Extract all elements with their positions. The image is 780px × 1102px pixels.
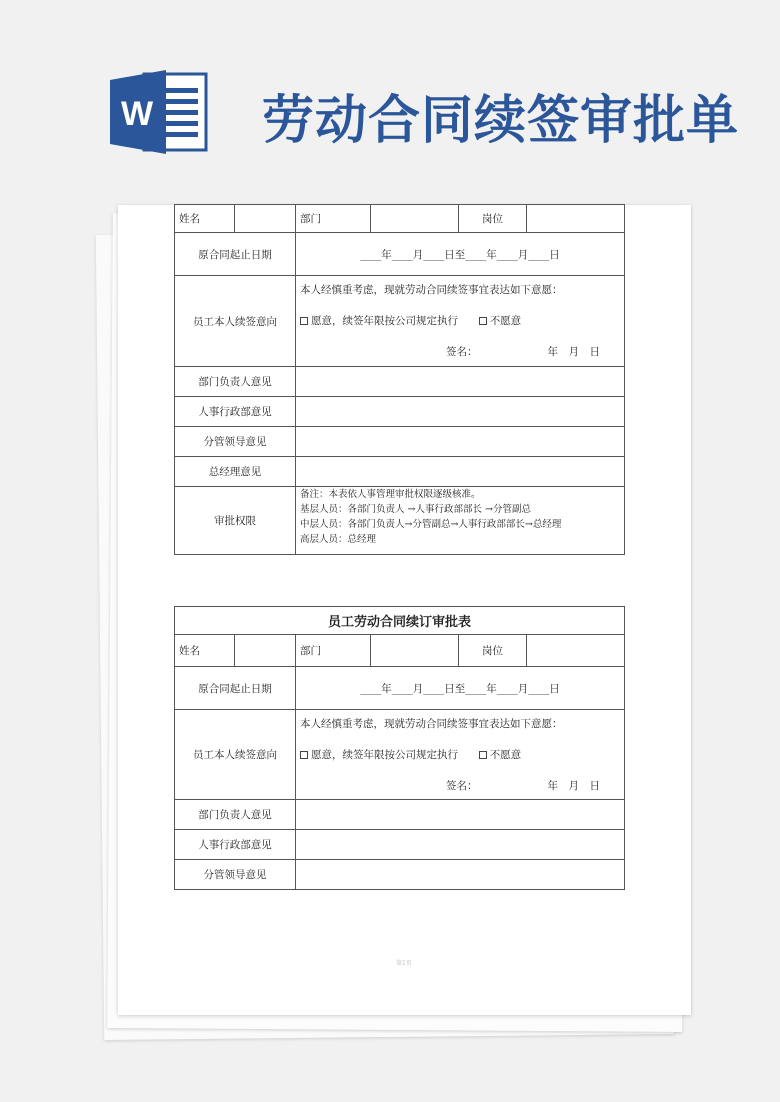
name-value[interactable] — [235, 205, 296, 233]
name-label: 姓名 — [175, 205, 235, 233]
contract-dates-value[interactable]: ____年____月____日至____年____月____日 — [296, 233, 625, 276]
sign-row — [300, 344, 620, 359]
header — [0, 0, 780, 190]
approval-note-3: 高层人员：总经理 — [300, 534, 377, 545]
sign-date: 年 月 日 — [547, 780, 601, 792]
name-label: 姓名 — [175, 635, 235, 667]
approval-form-2 — [174, 606, 625, 890]
position-label: 岗位 — [459, 635, 527, 667]
contract-dates-label: 原合同起止日期 — [175, 233, 296, 276]
dept-label: 部门 — [296, 635, 371, 667]
approval-form-1 — [174, 204, 625, 555]
intent-options — [300, 747, 620, 762]
unwilling-checkbox[interactable] — [479, 751, 487, 759]
name-value[interactable] — [235, 635, 296, 667]
dept-value[interactable] — [371, 635, 459, 667]
intent-options — [300, 313, 620, 328]
word-logo-icon — [110, 70, 208, 154]
position-value[interactable] — [527, 635, 625, 667]
supervisor-value[interactable] — [296, 427, 625, 457]
approval-note-2: 中层人员：各部门负责人→分管副总→人事行政部部长→总经理 — [300, 519, 562, 530]
unwilling-checkbox[interactable] — [479, 317, 487, 325]
gm-label: 总经理意见 — [175, 457, 296, 487]
intent-statement: 本人经慎重考虑，现就劳动合同续签事宜表达如下意愿： — [300, 284, 563, 296]
hr-dept-label: 人事行政部意见 — [175, 830, 296, 860]
contract-dates-value[interactable]: ____年____月____日至____年____月____日 — [296, 667, 625, 710]
intent-statement: 本人经慎重考虑，现就劳动合同续签事宜表达如下意愿： — [300, 718, 563, 730]
renew-intent-cell — [296, 710, 625, 800]
hr-dept-value[interactable] — [296, 397, 625, 427]
dept-value[interactable] — [371, 205, 459, 233]
dept-label: 部门 — [296, 205, 371, 233]
sign-label: 签名： — [446, 346, 478, 358]
willing-label: 愿意，续签年限按公司规定执行 — [311, 315, 458, 327]
sign-label: 签名： — [446, 780, 478, 792]
sign-date: 年 月 日 — [547, 346, 600, 358]
supervisor-value[interactable] — [296, 860, 625, 890]
renew-intent-label: 员工本人续签意向 — [175, 710, 296, 800]
supervisor-label: 分管领导意见 — [175, 427, 296, 457]
approval-note-1: 基层人员：各部门负责人 →人事行政部部长 →分管副总 — [300, 504, 531, 515]
willing-checkbox[interactable] — [300, 751, 308, 759]
position-label: 岗位 — [459, 205, 527, 233]
form-2-title: 员工劳动合同续订审批表 — [175, 607, 625, 635]
gm-value[interactable] — [296, 457, 625, 487]
approval-notes — [296, 487, 625, 555]
approval-note-0: 备注：本表依人事管理审批权限逐级核准。 — [300, 489, 481, 500]
willing-checkbox[interactable] — [300, 317, 308, 325]
approval-label: 审批权限 — [175, 487, 296, 555]
hr-dept-value[interactable] — [296, 830, 625, 860]
dept-head-label: 部门负责人意见 — [175, 800, 296, 830]
dept-head-value[interactable] — [296, 367, 625, 397]
contract-dates-label: 原合同起止日期 — [175, 667, 296, 710]
renew-intent-cell — [296, 276, 625, 367]
dept-head-label: 部门负责人意见 — [175, 367, 296, 397]
page-footer-mark: 第1页 — [396, 960, 412, 967]
logo-letter: W — [120, 95, 154, 133]
willing-label: 愿意，续签年限按公司规定执行 — [311, 749, 458, 761]
position-value[interactable] — [527, 205, 625, 233]
sign-row — [300, 778, 620, 793]
hr-dept-label: 人事行政部意见 — [175, 397, 296, 427]
unwilling-label: 不愿意 — [489, 315, 522, 327]
page-title: 劳动合同续签审批单 — [262, 90, 740, 151]
unwilling-label: 不愿意 — [489, 749, 522, 761]
renew-intent-label: 员工本人续签意向 — [175, 276, 296, 367]
dept-head-value[interactable] — [296, 800, 625, 830]
supervisor-label: 分管领导意见 — [175, 860, 296, 890]
